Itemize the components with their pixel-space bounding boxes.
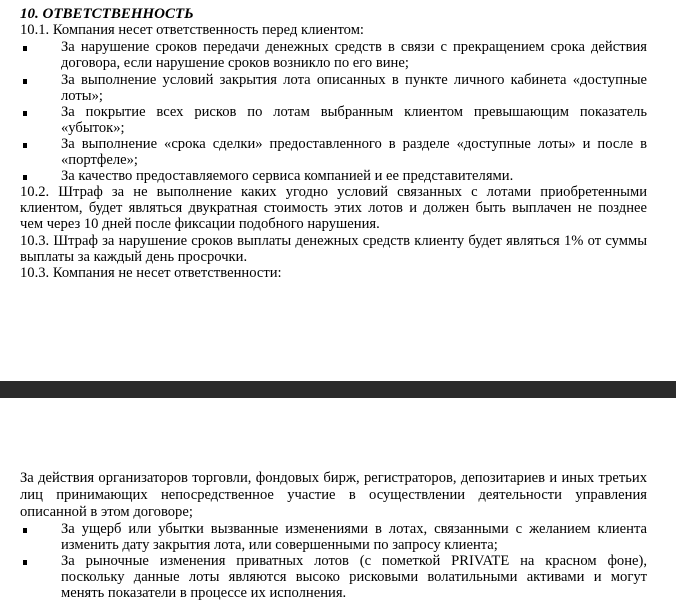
bullet-icon [23,46,27,51]
bullet-icon [23,560,27,565]
document-page-1: 10. ОТВЕТСТВЕННОСТЬ 10.1. Компания несет ответственность перед клиентом: За нарушение сроков передачи денежных средств в связи с прекращением срока действия договора, если нарушение сроков возникло по его вине; За выполнение условий закрытия лота описанных в пункте личного кабинета «доступные лоты»; За покрытие всех рисков по лотам выбранным клиентом превышающим показатель «убыток»; За выполнение «срока сделки» предоставленного в разделе «доступные лоты» и после в «портфеле»; За качество предоставляемого сервиса компанией и ее представителями. 10.2. Штраф за не выполнение каких угодно условий связанных с лотами приобретенными клиентом, будет являться двукратная стоимость этих лотов и должен быть выплачен не позднее чем через 10 дней после фиксации подобного нарушения. 10.3. Штраф за нарушение сроков выплаты денежных средств клиенту будет являться 1% от суммы выплаты за каждый день просрочки. 10.3. Компания не несет ответственности: [20,6,647,281]
document-page-2: За действия организаторов торговли, фондовых бирж, регистраторов, депозитариев и иных третьих лиц принимающих непосредственное участие в осуществлении деятельности управления описанной в этом договоре; За ущерб или убытки вызванные изменениями в лотах, связанными с желанием клиента изменить дату закрытия лота, или совершенными по запросу клиента; За рыночные изменения приватных лотов (с пометкой PRIVATE на красном фоне), поскольку данные лоты являются высоко рисковыми волатильными активами и могут менять показатели в процессе их исполнения. [20,470,647,601]
bullet-icon [23,175,27,180]
bullet-icon [23,79,27,84]
clause-10-1: 10.1. Компания несет ответственность перед клиентом: [20,22,364,38]
page-divider [0,381,676,398]
section-title: 10. ОТВЕТСТВЕННОСТЬ [20,6,194,22]
bullet-icon [23,111,27,116]
bullet-icon [23,143,27,148]
clause-10-3-no-liability: 10.3. Компания не несет ответственности: [20,265,282,281]
bullet-icon [23,528,27,533]
